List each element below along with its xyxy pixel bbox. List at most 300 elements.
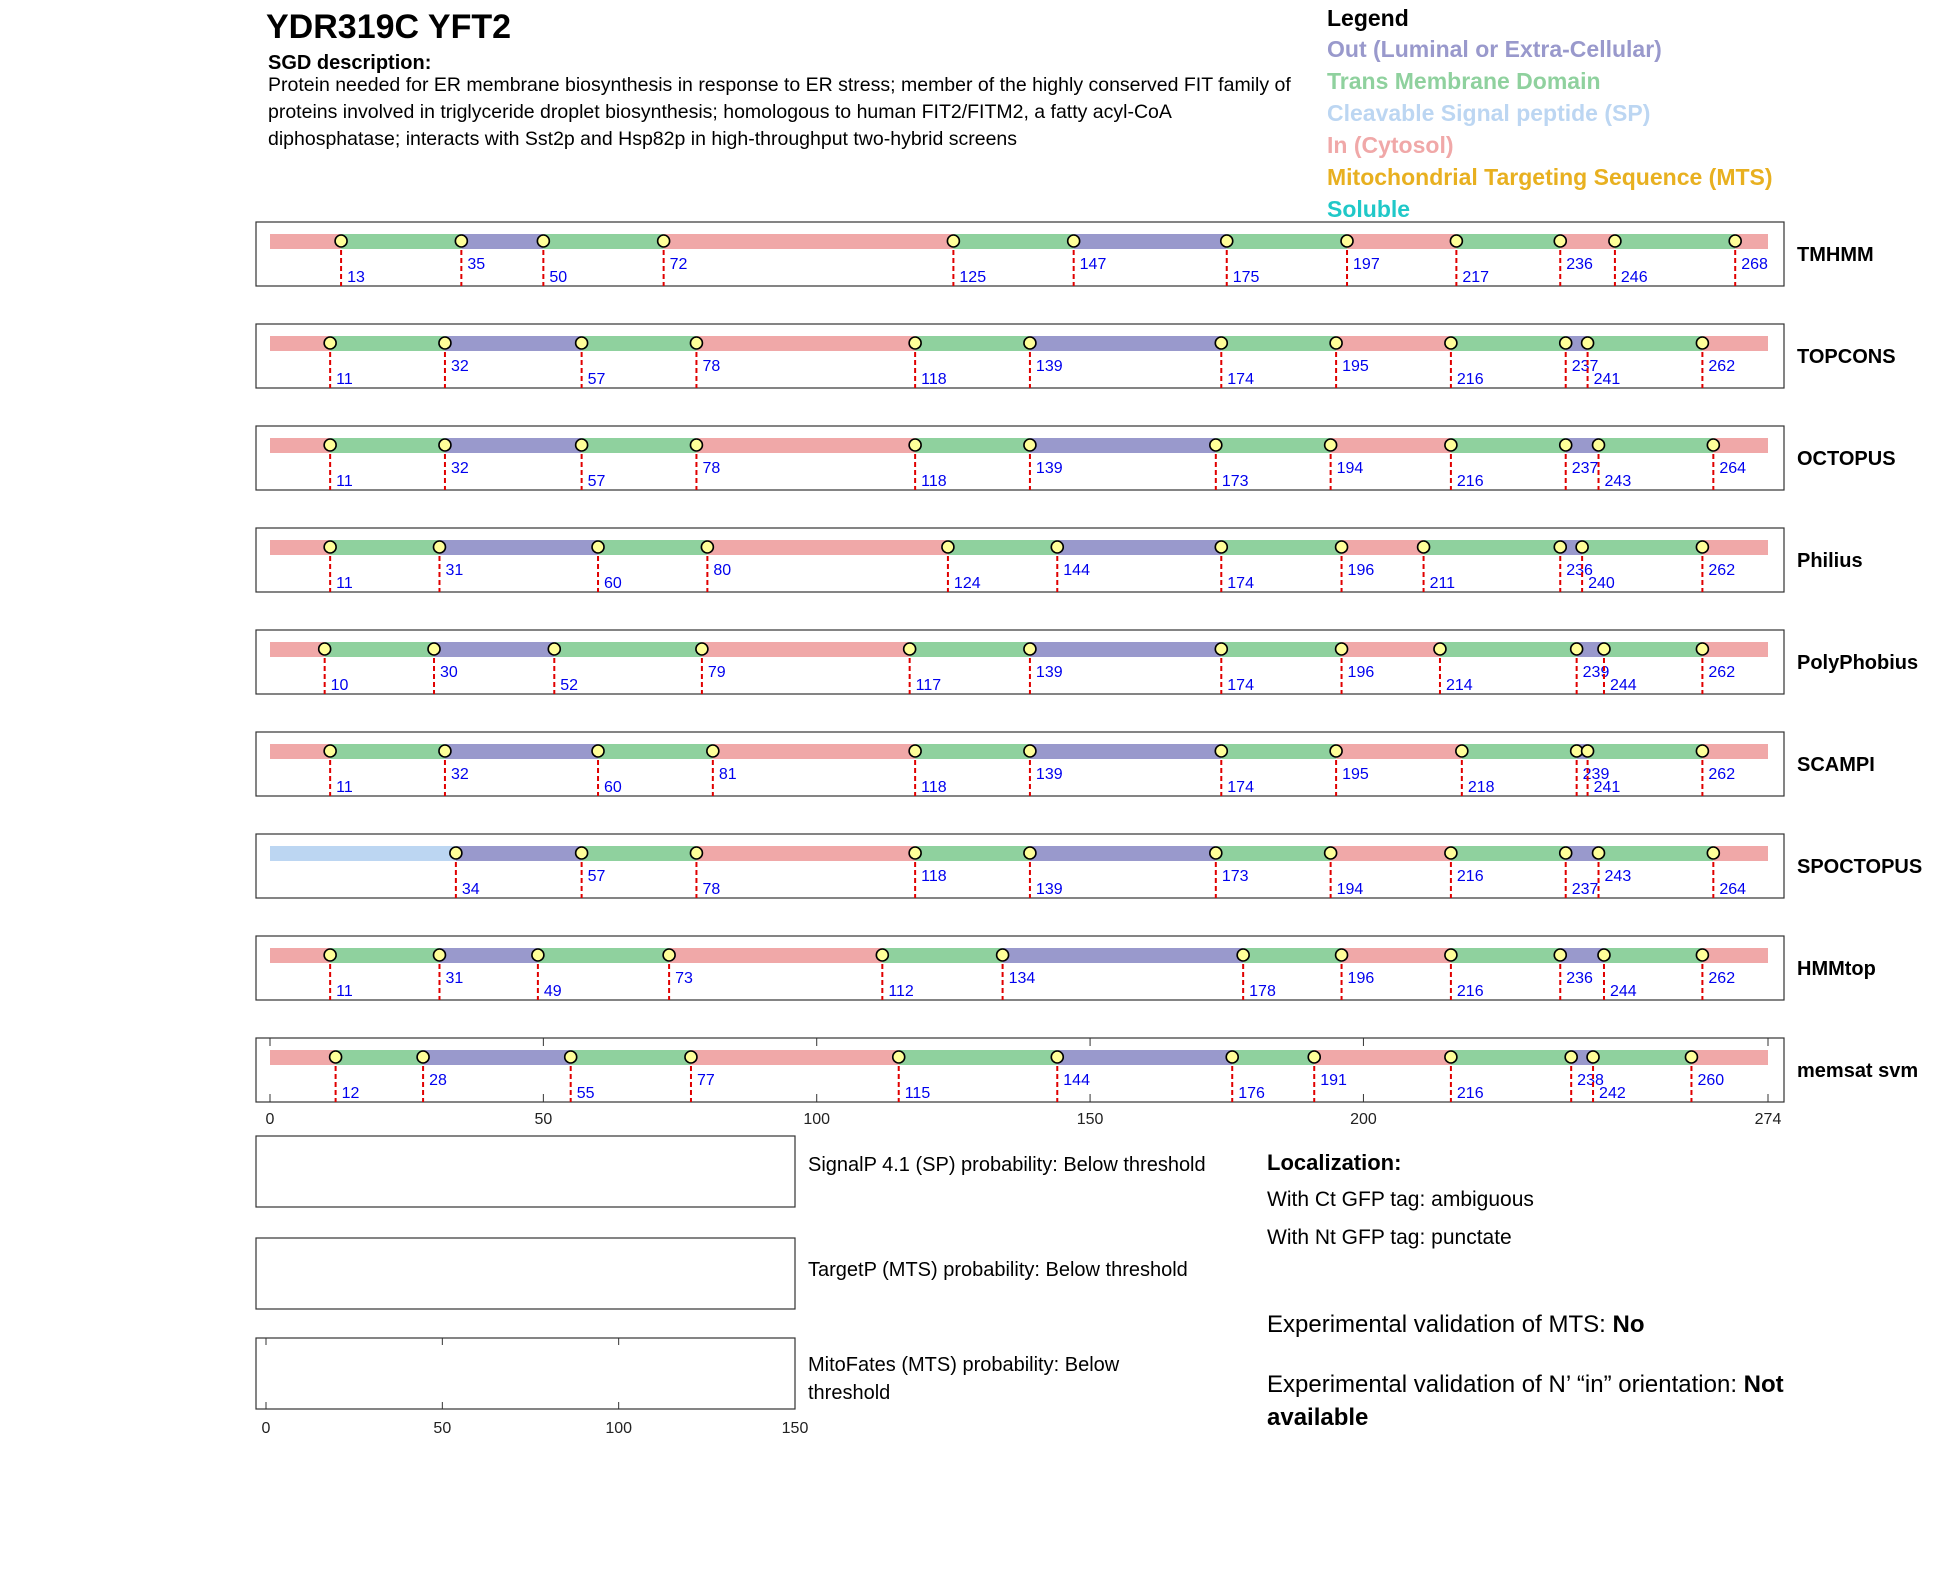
segment-tm [948, 540, 1057, 555]
boundary-label: 197 [1353, 256, 1380, 273]
segment-tm [1451, 948, 1560, 963]
boundary-marker [1571, 643, 1583, 655]
segment-tm [582, 846, 697, 861]
boundary-label: 239 [1582, 664, 1610, 681]
axis-tick-label: 0 [265, 1111, 275, 1128]
boundary-marker [1341, 235, 1353, 247]
boundary-marker [565, 1051, 577, 1063]
axis-tick-label: 150 [1076, 1111, 1104, 1128]
segment-tm [1599, 438, 1714, 453]
legend-title: Legend [1327, 5, 1409, 31]
boundary-marker [1024, 847, 1036, 859]
segment-in [707, 540, 948, 555]
boundary-label: 31 [445, 562, 464, 579]
segment-tm [1593, 1050, 1691, 1065]
segment-in [1347, 234, 1456, 249]
boundary-label: 147 [1079, 256, 1107, 273]
boundary-marker [1445, 847, 1457, 859]
validation-mts: Experimental validation of MTS: No [1267, 1311, 1645, 1338]
boundary-label: 34 [461, 881, 480, 898]
boundary-marker [592, 745, 604, 757]
boundary-marker [433, 949, 445, 961]
boundary-marker [1560, 847, 1572, 859]
boundary-label: 139 [1035, 664, 1063, 681]
segment-tm [1227, 234, 1347, 249]
boundary-label: 125 [959, 269, 987, 286]
boundary-marker [439, 745, 451, 757]
boundary-marker [1560, 337, 1572, 349]
boundary-marker [428, 643, 440, 655]
boundary-label: 117 [915, 677, 942, 694]
segment-tm [330, 744, 445, 759]
boundary-marker [1325, 439, 1337, 451]
boundary-marker [1210, 847, 1222, 859]
segment-tm [330, 948, 439, 963]
segment-tm [571, 1050, 691, 1065]
segment-tm [341, 234, 461, 249]
boundary-marker [876, 949, 888, 961]
boundary-label: 118 [921, 473, 947, 490]
boundary-label: 124 [953, 575, 981, 592]
boundary-marker [997, 949, 1009, 961]
boundary-marker [1221, 235, 1233, 247]
boundary-label: 241 [1593, 371, 1621, 388]
boundary-label: 240 [1588, 575, 1615, 592]
boundary-marker [1696, 643, 1708, 655]
boundary-marker [324, 541, 336, 553]
boundary-label: 238 [1577, 1072, 1604, 1089]
boundary-marker [319, 643, 331, 655]
segment-in [270, 948, 330, 963]
boundary-marker [1226, 1051, 1238, 1063]
targetp-probability: TargetP (MTS) probability: Below threshold [808, 1259, 1188, 1281]
mitofates-box [256, 1338, 795, 1409]
boundary-label: 217 [1462, 269, 1490, 286]
segment-tm [1451, 846, 1566, 861]
boundary-label: 195 [1342, 358, 1369, 375]
boundary-label: 194 [1336, 460, 1364, 477]
boundary-label: 35 [467, 256, 486, 273]
boundary-label: 196 [1347, 970, 1375, 987]
segment-tm [915, 846, 1030, 861]
mitofates-probability-line1: MitoFates (MTS) probability: Below [808, 1354, 1120, 1376]
boundary-label: 139 [1035, 358, 1063, 375]
boundary-marker [1565, 1051, 1577, 1063]
boundary-label: 78 [702, 460, 721, 477]
axis-tick-label: 274 [1754, 1111, 1782, 1128]
segment-in [1331, 846, 1451, 861]
localization-title: Localization: [1267, 1150, 1402, 1175]
track-name: HMMtop [1797, 958, 1876, 980]
segment-tm [1451, 336, 1566, 351]
legend-item-soluble: Soluble [1327, 196, 1411, 222]
boundary-marker [1582, 745, 1594, 757]
boundary-label: 174 [1227, 371, 1254, 388]
segment-in [270, 540, 330, 555]
boundary-marker [1418, 541, 1430, 553]
track-name: Philius [1797, 550, 1863, 572]
localization-nt: With Nt GFP tag: punctate [1267, 1226, 1512, 1249]
segment-tm [1599, 846, 1714, 861]
boundary-label: 262 [1708, 970, 1736, 987]
boundary-marker [1024, 745, 1036, 757]
segment-in [696, 846, 915, 861]
boundary-label: 246 [1620, 269, 1648, 286]
prob-axis-tick-label: 150 [781, 1420, 809, 1437]
boundary-label: 218 [1467, 779, 1495, 796]
boundary-marker [1609, 235, 1621, 247]
boundary-marker [1051, 1051, 1063, 1063]
track-octopus [256, 426, 1896, 490]
boundary-label: 264 [1719, 460, 1747, 477]
boundary-label: 112 [888, 983, 914, 1000]
boundary-label: 55 [576, 1085, 595, 1102]
signalp-box [256, 1136, 795, 1207]
segment-out [1057, 540, 1221, 555]
boundary-label: 196 [1347, 664, 1375, 681]
boundary-label: 13 [347, 269, 365, 286]
boundary-marker [433, 541, 445, 553]
segment-in [1331, 438, 1451, 453]
boundary-marker [1445, 337, 1457, 349]
boundary-label: 32 [450, 460, 469, 477]
boundary-marker [1215, 337, 1227, 349]
segment-in [1314, 1050, 1451, 1065]
segment-in [696, 336, 915, 351]
boundary-marker [707, 745, 719, 757]
boundary-label: 216 [1456, 371, 1484, 388]
boundary-label: 72 [669, 256, 688, 273]
segment-out [456, 846, 582, 861]
boundary-label: 216 [1456, 983, 1484, 1000]
segment-tm [899, 1050, 1058, 1065]
boundary-marker [1325, 847, 1337, 859]
boundary-marker [1729, 235, 1741, 247]
boundary-marker [663, 949, 675, 961]
boundary-label: 32 [450, 358, 469, 375]
segment-out [1030, 438, 1216, 453]
segment-tm [1243, 948, 1341, 963]
boundary-label: 28 [429, 1072, 447, 1089]
segment-in [1336, 744, 1462, 759]
boundary-label: 49 [543, 983, 562, 1000]
segment-tm [336, 1050, 423, 1065]
boundary-marker [1696, 949, 1708, 961]
track-frame [256, 528, 1784, 592]
track-name: PolyPhobius [1797, 652, 1919, 674]
segment-out [439, 540, 598, 555]
boundary-label: 262 [1708, 766, 1736, 783]
boundary-marker [592, 541, 604, 553]
boundary-label: 144 [1063, 1072, 1090, 1089]
boundary-marker [455, 235, 467, 247]
track-polyphobius [256, 630, 1918, 694]
boundary-marker [1587, 1051, 1599, 1063]
boundary-label: 12 [341, 1085, 360, 1102]
segment-in [696, 438, 915, 453]
boundary-label: 194 [1336, 881, 1364, 898]
boundary-marker [1554, 949, 1566, 961]
segment-tm [582, 336, 697, 351]
boundary-label: 260 [1697, 1072, 1725, 1089]
legend-item-sp: Cleavable Signal peptide (SP) [1327, 100, 1651, 126]
track-name: TMHMM [1797, 244, 1874, 266]
boundary-label: 191 [1320, 1072, 1347, 1089]
boundary-label: 50 [549, 269, 568, 286]
boundary-marker [1593, 847, 1605, 859]
track-name: SCAMPI [1797, 754, 1875, 776]
track-frame [256, 732, 1784, 796]
segment-out [461, 234, 543, 249]
boundary-marker [1210, 439, 1222, 451]
boundary-marker [909, 745, 921, 757]
segment-tm [1615, 234, 1735, 249]
boundary-label: 52 [560, 677, 579, 694]
segment-tm [882, 948, 1002, 963]
segment-tm [330, 540, 439, 555]
segment-tm [1588, 744, 1703, 759]
segment-in [1702, 642, 1768, 657]
axis-tick-label: 200 [1350, 1111, 1377, 1128]
segment-in [270, 1050, 336, 1065]
segment-in [270, 234, 341, 249]
boundary-label: 244 [1609, 677, 1637, 694]
boundary-marker [1215, 643, 1227, 655]
segment-in [1691, 1050, 1768, 1065]
boundary-marker [1308, 1051, 1320, 1063]
boundary-marker [1024, 643, 1036, 655]
boundary-marker [1068, 235, 1080, 247]
track-name: OCTOPUS [1797, 448, 1896, 470]
track-name: TOPCONS [1797, 346, 1896, 368]
boundary-marker [1445, 439, 1457, 451]
boundary-marker [1598, 949, 1610, 961]
segment-out [434, 642, 554, 657]
boundary-marker [576, 847, 588, 859]
boundary-marker [690, 847, 702, 859]
boundary-label: 11 [336, 575, 353, 592]
segment-in [1702, 540, 1768, 555]
segment-in [1560, 234, 1615, 249]
segment-tm [330, 438, 445, 453]
segment-tm [538, 948, 669, 963]
boundary-label: 57 [587, 868, 606, 885]
boundary-marker [1330, 745, 1342, 757]
boundary-marker [450, 847, 462, 859]
boundary-label: 176 [1238, 1085, 1265, 1102]
boundary-label: 173 [1221, 473, 1249, 490]
segment-tm [915, 744, 1030, 759]
boundary-marker [658, 235, 670, 247]
boundary-marker [1554, 541, 1566, 553]
boundary-marker [324, 439, 336, 451]
boundary-marker [1598, 643, 1610, 655]
segment-in [669, 948, 882, 963]
boundary-label: 11 [336, 779, 353, 796]
segment-tm [1216, 438, 1331, 453]
boundary-label: 57 [587, 473, 606, 490]
boundary-label: 262 [1708, 358, 1736, 375]
boundary-label: 11 [336, 983, 353, 1000]
segment-out [1030, 642, 1221, 657]
prob-axis-tick-label: 100 [605, 1420, 633, 1437]
boundary-label: 174 [1227, 779, 1254, 796]
segment-tm [1221, 744, 1336, 759]
boundary-label: 195 [1342, 766, 1369, 783]
boundary-marker [335, 235, 347, 247]
boundary-label: 173 [1221, 868, 1249, 885]
segment-out [1074, 234, 1227, 249]
track-name: SPOCTOPUS [1797, 856, 1923, 878]
segment-tm [325, 642, 434, 657]
boundary-label: 237 [1571, 358, 1599, 375]
segment-tm [1424, 540, 1561, 555]
boundary-label: 80 [713, 562, 732, 579]
segment-out [445, 336, 582, 351]
legend-item-out: Out (Luminal or Extra-Cellular) [1327, 36, 1662, 62]
boundary-label: 118 [921, 779, 947, 796]
validation-orientation: Experimental validation of N’ “in” orientation: Not available [1267, 1371, 1784, 1431]
boundary-marker [439, 439, 451, 451]
track-spoctopus [256, 834, 1922, 898]
boundary-marker [1051, 541, 1063, 553]
segment-tm [910, 642, 1030, 657]
boundary-label: 118 [921, 868, 947, 885]
segment-out [423, 1050, 571, 1065]
boundary-marker [1336, 643, 1348, 655]
boundary-marker [1024, 337, 1036, 349]
boundary-marker [1450, 235, 1462, 247]
boundary-label: 242 [1599, 1085, 1626, 1102]
segment-tm [554, 642, 702, 657]
track-frame [256, 630, 1784, 694]
segment-in [1336, 336, 1451, 351]
boundary-label: 139 [1035, 460, 1063, 477]
boundary-marker [537, 235, 549, 247]
segment-out [1030, 744, 1221, 759]
boundary-marker [548, 643, 560, 655]
segment-in [1713, 846, 1768, 861]
mitofates-probability-line2: threshold [808, 1382, 891, 1404]
boundary-marker [330, 1051, 342, 1063]
boundary-label: 243 [1604, 473, 1632, 490]
boundary-marker [942, 541, 954, 553]
track-frame [256, 834, 1784, 898]
segment-out [1057, 1050, 1232, 1065]
sgd-label: SGD description: [268, 52, 432, 74]
segment-out [1030, 336, 1221, 351]
boundary-label: 11 [336, 371, 353, 388]
boundary-label: 239 [1582, 766, 1610, 783]
boundary-label: 115 [904, 1085, 931, 1102]
segment-in [1342, 540, 1424, 555]
boundary-marker [685, 1051, 697, 1063]
localization-ct: With Ct GFP tag: ambiguous [1267, 1188, 1534, 1211]
segment-out [1003, 948, 1244, 963]
segment-in [270, 336, 330, 351]
boundary-label: 175 [1232, 269, 1260, 286]
segment-out [439, 948, 537, 963]
boundary-marker [1330, 337, 1342, 349]
track-name: memsat svm [1797, 1060, 1919, 1082]
segment-tm [1451, 1050, 1571, 1065]
segment-in [1342, 948, 1451, 963]
track-scampi [256, 732, 1875, 796]
boundary-marker [909, 847, 921, 859]
segment-out [445, 438, 582, 453]
boundary-label: 237 [1571, 460, 1599, 477]
boundary-marker [1707, 439, 1719, 451]
legend-item-mts: Mitochondrial Targeting Sequence (MTS) [1327, 164, 1773, 190]
boundary-label: 60 [604, 575, 622, 592]
boundary-marker [1582, 337, 1594, 349]
boundary-label: 237 [1571, 881, 1599, 898]
segment-in [270, 642, 325, 657]
segment-tm [1451, 438, 1566, 453]
segment-in [713, 744, 915, 759]
boundary-marker [947, 235, 959, 247]
boundary-marker [1456, 745, 1468, 757]
boundary-label: 196 [1347, 562, 1375, 579]
segment-in [1342, 642, 1440, 657]
boundary-label: 11 [336, 473, 353, 490]
boundary-marker [701, 541, 713, 553]
segment-in [664, 234, 954, 249]
boundary-label: 236 [1566, 562, 1593, 579]
boundary-marker [324, 337, 336, 349]
boundary-marker [904, 643, 916, 655]
boundary-marker [1560, 439, 1572, 451]
boundary-marker [909, 439, 921, 451]
boundary-marker [576, 337, 588, 349]
track-memsat-svm [256, 1038, 1918, 1102]
boundary-label: 262 [1708, 562, 1736, 579]
boundary-marker [1434, 643, 1446, 655]
segment-in [1702, 948, 1768, 963]
boundary-marker [893, 1051, 905, 1063]
boundary-marker [909, 337, 921, 349]
boundary-label: 216 [1456, 868, 1484, 885]
sgd-description: Protein needed for ER membrane biosynthesis in response to ER stress; member of the highly conserved FIT family of proteins involved in triglyceride droplet biosynthesis; homologous to human FIT2/FITM2, a fatty acyl-CoA diphosphatase; interacts with Sst2p and Hsp82p in high-throughput two-hybrid screens [268, 74, 1291, 150]
axis-tick-label: 50 [534, 1111, 553, 1128]
boundary-marker [696, 643, 708, 655]
boundary-label: 30 [440, 664, 458, 681]
segment-tm [1462, 744, 1577, 759]
boundary-marker [1554, 235, 1566, 247]
segment-tm [1232, 1050, 1314, 1065]
gene-title: YDR319C YFT2 [266, 8, 512, 46]
boundary-marker [1696, 745, 1708, 757]
segment-in [1702, 336, 1768, 351]
boundary-marker [1696, 337, 1708, 349]
boundary-label: 264 [1719, 881, 1747, 898]
boundary-label: 178 [1249, 983, 1276, 1000]
segment-sp [270, 846, 456, 861]
boundary-label: 81 [718, 766, 737, 783]
boundary-marker [1593, 439, 1605, 451]
boundary-label: 78 [702, 881, 721, 898]
boundary-label: 174 [1227, 677, 1254, 694]
boundary-label: 216 [1456, 473, 1484, 490]
targetp-box [256, 1238, 795, 1309]
boundary-label: 211 [1429, 575, 1456, 592]
boundary-marker [1576, 541, 1588, 553]
boundary-label: 77 [696, 1072, 715, 1089]
boundary-label: 236 [1566, 970, 1593, 987]
segment-tm [1582, 540, 1702, 555]
track-topcons [256, 324, 1896, 388]
boundary-label: 262 [1708, 664, 1736, 681]
